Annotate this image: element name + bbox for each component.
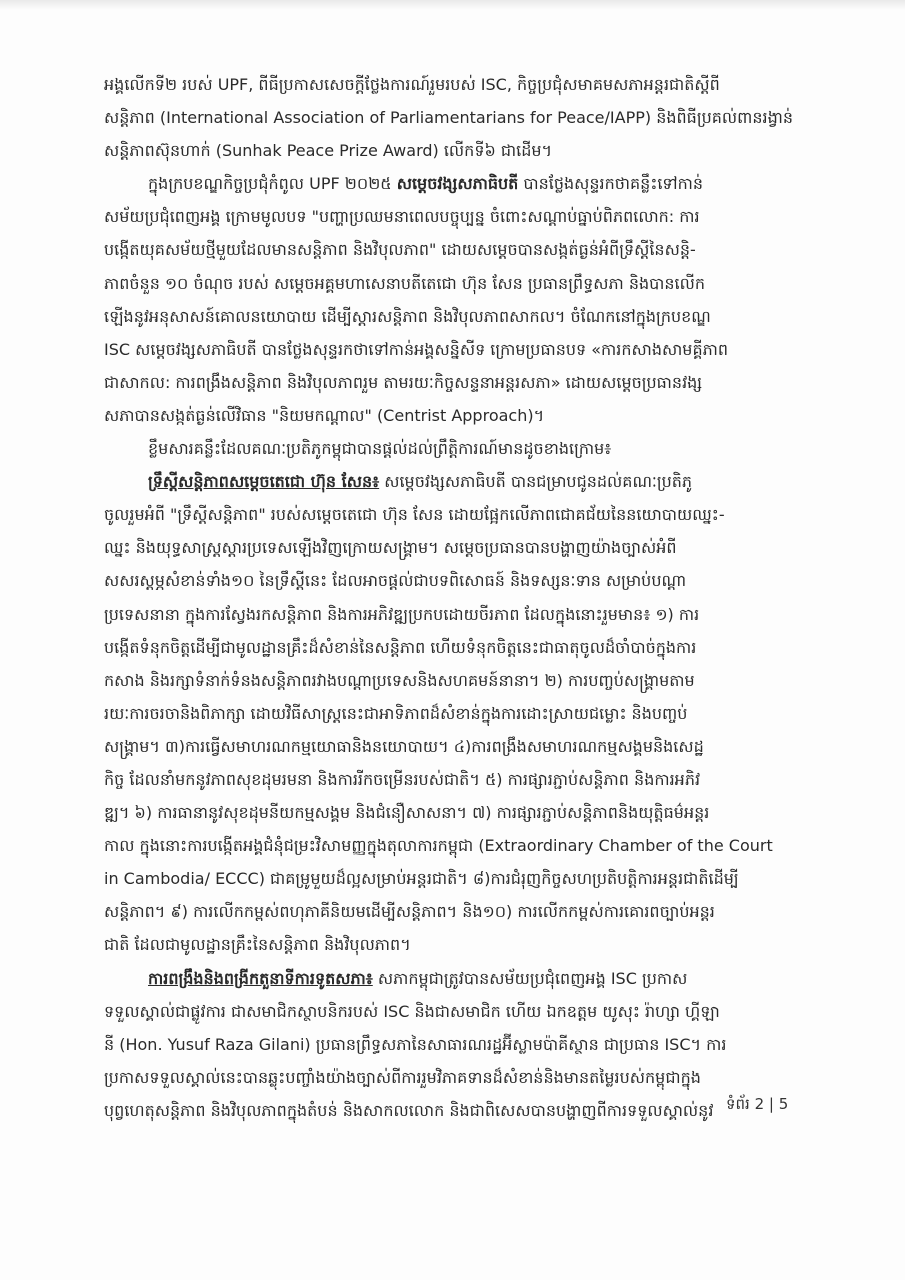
text-line-23: ឌ្ឍ។ ៦) ការធានានូវសុខដុមនីយកម្មសង្គម និងជំនឿសាសនា។ ៧) ការផ្សារភ្ជាប់សន្តិភាពនិងយុត្តិធម៌អន្តរ: [104, 803, 710, 823]
text-line-1: អង្គលើកទី២ របស់ UPF, ពីធីប្រកាសសេចក្តីថ្លែងការណ៍រួមរបស់ ISC, កិច្ចប្រជុំសមាគមសភាអន្តរជាតិស្តីពី: [104, 75, 720, 94]
section-title: ការពង្រឹងនិងពង្រីកតួនាទីការទូតសភា៖: [148, 968, 373, 988]
text-line-15: ឈ្នះ និងយុទ្ធសាស្ត្រស្តារប្រទេសឡើងវិញក្រោយសង្គ្រាម។ សម្តេចប្រធានបានបង្ហាញយ៉ាងច្បាស់អំពី: [104, 538, 677, 558]
text-line-29: ទទួលស្គាល់ជាផ្លូវការ ជាសមាជិកស្ថាបនិករបស់ ISC និងជាសមាជិក ហើយ ឯកឧត្តម យូសុះ រ៉ាហ្សា ហ្គីឡា: [104, 1001, 720, 1021]
text-line-32: បុព្វហេតុសន្តិភាព និងវិបុលភាពក្នុងតំបន់ និងសាកលលោក និងជាពិសេសបានបង្ហាញពីការទទួលស្គាល់នូវ: [104, 1100, 714, 1120]
text-line-9: ISC សម្តេចវង្សសភាធិបតី បានថ្លែងសុន្ទរកថាទៅកាន់អង្គសន្និសីទ ក្រោមប្រធានបទ «ការកសាងសាមគ្គីភាព: [104, 339, 728, 359]
section-heading-peace-theory: ទ្រឹស្តីសន្តិភាពសម្តេចតេជោ ហ៊ុន សែន៖ សម្តេចវង្សសភាធិបតី បានជម្រាបជូនដល់គណៈប្រតិភូ: [148, 472, 693, 492]
text-line-19: កសាង និងរក្សាទំនាក់ទំនងសន្តិភាពរវាងបណ្តាប្រទេសនិងសហគមន៍នានា។ ២) ការបញ្ចប់សង្គ្រាមតាម: [104, 670, 695, 690]
text-line-17: ប្រទេសនានា ក្នុងការស្វែងរកសន្តិភាព និងការអភិវឌ្ឍប្រកបដោយចីរភាព ដែលក្នុងនោះរួមមាន៖ ១) ការ: [104, 604, 700, 624]
text-line-21: សង្គ្រាម។ ៣)ការធ្វើសមាហរណកម្មយោធានិងនយោបាយ។ ៤)ការពង្រឹងសមាហរណកម្មសង្គមនិងសេដ្ឋ: [104, 736, 704, 756]
text-line-3: សន្តិភាពស៊ុនហាក់ (Sunhak Peace Prize Award) លើកទី៦ ជាដើម។: [104, 141, 553, 161]
text-line-2: សន្តិភាព (International Association of Parliamentarians for Peace/IAPP) និងពិធីប្រគល់ពានរង្វាន់: [104, 108, 793, 128]
text-line-4: ក្នុងក្របខណ្ឌកិច្ចប្រជុំកំពូល UPF ២០២៥ សម្តេចវង្សសភាធិបតី បានថ្លែងសុន្ទរកថាគន្លឹះទៅកាន់: [148, 174, 704, 194]
text-line-31: ប្រកាសទទួលស្គាល់នេះបានឆ្លុះបញ្ចាំងយ៉ាងច្បាស់ពីការរួមវិភាគទានដ៏សំខាន់និងមានតម្លៃរបស់កម្ពុជាក្នុង: [104, 1067, 701, 1087]
body-text: [104, 68, 810, 1127]
text-line-24: កាល ក្នុងនោះការបង្កើតអង្គជំនុំជម្រះវិសាមញ្ញក្នុងតុលាការកម្ពុជា (Extraordinary Chamber of the Court: [104, 836, 773, 856]
bold-phrase: សម្តេចវង្សសភាធិបតី: [396, 174, 519, 194]
text-line-25: in Cambodia/ ECCC) ជាគម្រូមួយដ៏ល្អសម្រាប់អន្តរជាតិ។ ៨)ការជំរុញកិច្ចសហប្រតិបត្តិការអន្តរជាតិដើម្បី: [104, 869, 739, 889]
scan-edge: [0, 0, 905, 10]
text-line-14: ចូលរួមអំពី "ទ្រឹស្តីសន្តិភាព" របស់សម្តេចតេជោ ហ៊ុន សែន ដោយផ្អែកលើភាពជោគជ័យនៃនយោបាយឈ្នះ-: [104, 505, 725, 525]
text-line-20: រយៈការចរចានិងពិភាក្សា ដោយវិធីសាស្ត្រនេះជាអាទិភាពដ៏សំខាន់ក្នុងការដោះស្រាយជម្លោះ និងបញ្ចប់: [104, 703, 688, 723]
text-line-27: ជាតិ ដែលជាមូលដ្ឋានគ្រឹះនៃសន្តិភាព និងវិបុលភាព។: [104, 935, 411, 955]
text-line-26: សន្តិភាព។ ៩) ការលើកកម្ពស់ពហុភាគីនិយមដើម្បីសន្តិភាព។ និង១០) ការលើកកម្ពស់ការគោរពច្បាប់អន្តរ: [104, 902, 715, 922]
text-line-22: កិច្ច ដែលនាំមកនូវភាពសុខដុមរមនា និងការរីកចម្រើនរបស់ជាតិ។ ៥) ការផ្សារភ្ជាប់សន្តិភាព និងការអភិវ: [104, 769, 701, 789]
text-line-18: បង្កើតទំនុកចិត្តដើម្បីជាមូលដ្ឋានគ្រឹះដ៏សំខាន់នៃសន្តិភាព ហើយទំនុកចិត្តនេះជាធាតុចូលដ៏ចាំបាច់ក្នុងការ: [104, 637, 697, 657]
text-line-7: ភាពចំនួន ១០ ចំណុច របស់ សម្តេចអគ្គមហាសេនាបតីតេជោ ហ៊ុន សែន ប្រធានព្រឹទ្ធសភា និងបានលើក: [104, 273, 705, 293]
section-heading-parliamentary-diplomacy: ការពង្រឹងនិងពង្រីកតួនាទីការទូតសភា៖ សភាកម្ពុជាត្រូវបានសម័យប្រជុំពេញអង្គ ISC ប្រកាស: [148, 968, 688, 988]
text-line-12: ខ្លឹមសារគន្លឹះដែលគណៈប្រតិភូកម្ពុជាបានផ្តល់ដល់ព្រឹត្តិការណ៍មានដូចខាងក្រោម៖: [148, 439, 612, 459]
section-title: ទ្រឹស្តីសន្តិភាពសម្តេចតេជោ ហ៊ុន សែន៖: [148, 472, 380, 492]
text-line-11: សភាបានសង្កត់ធ្ងន់លើវិធាន "និយមកណ្តាល" (Centrist Approach)។: [104, 405, 545, 425]
page-number: ទំព័រ 2 | 5: [726, 1095, 789, 1113]
text-line-16: សសរស្តម្ភសំខាន់ទាំង១០ នៃទ្រឹស្តីនេះ ដែលអាចផ្តល់ជាបទពិសោធន៍ និងទស្សនៈទាន សម្រាប់បណ្តា: [104, 571, 687, 591]
text-line-30: នី (Hon. Yusuf Raza Gilani) ប្រធានព្រឹទ្ធសភានៃសាធារណរដ្ឋអ៊ីស្លាមប៉ាគីស្ថាន ជាប្រធាន ISC។ ការ: [104, 1034, 727, 1054]
text-line-10: ជាសាកល: ការពង្រឹងសន្តិភាព និងវិបុលភាពរួម តាមរយៈកិច្ចសន្ទនាអន្តរសភា» ដោយសម្តេចប្រធានវង្ស: [104, 372, 703, 392]
text-line-8: ឡើងនូវអនុសាសន៍គោលនយោបាយ ដើម្បីស្តារសន្តិភាព និងវិបុលភាពសាកល។ ចំណែកនៅក្នុងក្របខណ្ឌ: [104, 306, 711, 326]
text-line-5: សម័យប្រជុំពេញអង្គ ក្រោមមូលបទ "បញ្ហាប្រឈមនាពេលបច្ចុប្បន្ន ចំពោះសណ្តាប់ធ្នាប់ពិភពលោក: ការ: [104, 207, 700, 227]
text-line-6: បង្កើតយុគសម័យថ្មីមួយដែលមានសន្តិភាព និងវិបុលភាព" ដោយសម្តេចបានសង្កត់ធ្ងន់អំពីទ្រឹស្តីនៃសន្តិ-: [104, 240, 696, 260]
